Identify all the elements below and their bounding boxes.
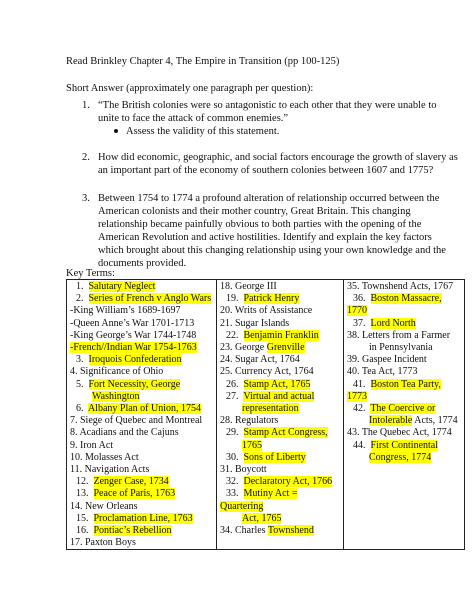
term-continuation-text: 1765 — [242, 439, 262, 451]
term-number: 12. — [76, 476, 94, 488]
key-term-item — [70, 488, 213, 500]
terms-column-3 — [344, 280, 465, 550]
term-number: 39. — [347, 354, 362, 366]
term-number: 43. — [347, 427, 362, 439]
key-term-item — [220, 305, 340, 317]
key-term-item — [220, 464, 340, 476]
term-text-tail: Grenville — [266, 342, 305, 354]
key-term-item — [347, 354, 461, 366]
term-continuation — [347, 415, 461, 427]
term-text: Charles — [235, 525, 268, 537]
term-text: The Quebec Act, 1774 — [361, 427, 452, 439]
term-continuation — [347, 342, 461, 354]
key-term-item — [220, 415, 340, 427]
term-number: 32. — [226, 476, 244, 488]
term-number: 40. — [347, 366, 362, 378]
term-number: 31. — [220, 464, 235, 476]
term-text: Sons of Liberty — [243, 451, 306, 463]
key-term-item — [220, 488, 340, 512]
term-text: Salutary Neglect — [88, 281, 156, 292]
term-number: 15. — [76, 512, 94, 524]
term-number: 42. — [353, 403, 371, 415]
term-number: 38. — [347, 329, 362, 341]
term-number: 44. — [353, 439, 371, 451]
key-term-item — [220, 379, 340, 391]
term-continuation-tail: Acts, 1774 — [412, 415, 458, 427]
term-text-tail: Townshend — [267, 525, 314, 537]
term-continuation-text: Washington — [92, 390, 140, 402]
key-term-item — [70, 476, 213, 488]
term-continuation-text: Congress, 1774 — [369, 451, 432, 463]
key-term-item — [70, 452, 213, 464]
term-continuation-text: in Pennsylvania — [369, 342, 433, 354]
term-number: 36. — [353, 293, 371, 305]
key-term-item — [220, 318, 340, 330]
term-number: 3. — [76, 354, 89, 366]
bullet-icon — [114, 129, 118, 133]
key-term-item — [220, 354, 340, 366]
term-number: 20. — [220, 305, 235, 317]
key-term-item — [220, 293, 340, 305]
term-text: Boston Tea Party, 1773 — [347, 378, 441, 402]
term-number: 35. — [347, 281, 362, 292]
term-text: Benjamin Franklin — [243, 329, 319, 341]
term-text: Currency Act, 1764 — [235, 366, 314, 378]
table-row — [67, 280, 465, 550]
term-continuation-text: Intolerable — [369, 415, 413, 427]
term-number: 21. — [220, 317, 235, 329]
key-terms-label: Key Terms: — [66, 268, 115, 279]
term-continuation-text: representation — [242, 403, 299, 415]
term-number: 41. — [353, 378, 371, 390]
key-term-item — [70, 293, 213, 305]
term-number: 23. — [220, 342, 235, 354]
key-term-item — [70, 403, 213, 415]
key-term-item — [70, 305, 213, 317]
term-text: Pontiac’s Rebellion — [93, 525, 172, 537]
key-term-item — [70, 513, 213, 525]
term-text: Patrick Henry — [243, 293, 300, 305]
term-number: 30. — [226, 451, 244, 463]
term-number: 27. — [226, 390, 244, 402]
term-continuation — [220, 403, 340, 415]
term-number: 5. — [76, 378, 89, 390]
term-continuation — [220, 440, 340, 452]
key-term-item — [220, 281, 340, 293]
term-text: Stamp Act, 1765 — [243, 378, 311, 390]
term-text: Acadians and the Cajuns — [79, 427, 179, 439]
term-number: 14. — [70, 500, 85, 512]
term-number: 7. — [70, 415, 80, 427]
bullet-text: Assess the validity of this statement. — [126, 126, 280, 137]
term-number: 11. — [70, 464, 85, 476]
key-term-item — [70, 440, 213, 452]
question-text: How did economic, geographic, and social factors encourage the growth of slavery as an important part of the economy of southern colonies between 1607 and 1775? — [98, 152, 458, 176]
question-bullet — [114, 125, 279, 138]
key-term-item — [70, 501, 213, 513]
question-number: 1. — [82, 100, 90, 111]
term-text: Navigation Acts — [84, 464, 150, 476]
term-number: 24. — [220, 354, 235, 366]
key-term-item — [220, 330, 340, 342]
term-text: -King William’s 1689-1697 — [70, 305, 181, 317]
term-text: Boston Massacre, 1770 — [347, 293, 442, 317]
term-number: 18. — [220, 281, 235, 292]
question-number: 3. — [82, 193, 90, 204]
key-term-item — [70, 525, 213, 537]
key-term-item — [347, 379, 461, 403]
term-text: Writs of Assistance — [234, 305, 313, 317]
term-text: Albany Plan of Union, 1754 — [87, 403, 201, 415]
term-text: Boycott — [235, 464, 267, 476]
term-number: 10. — [70, 451, 85, 463]
term-text: Paxton Boys — [85, 537, 136, 549]
key-term-item — [220, 452, 340, 464]
key-term-item — [70, 330, 213, 342]
term-text: The Coercive or — [370, 403, 436, 415]
term-text: Tea Act, 1773 — [361, 366, 418, 378]
key-term-item — [347, 403, 461, 415]
terms-column-1 — [67, 280, 217, 550]
term-number: 37. — [353, 317, 371, 329]
term-continuation — [220, 513, 340, 525]
key-terms-table — [66, 279, 465, 550]
question-number: 2. — [82, 152, 90, 163]
term-number: 16. — [76, 525, 94, 537]
term-continuation — [70, 391, 213, 403]
key-term-item — [347, 318, 461, 330]
terms-column-2 — [217, 280, 344, 550]
term-text: -King George’s War 1744-1748 — [70, 329, 197, 341]
key-term-item — [70, 342, 213, 354]
key-term-item — [220, 427, 340, 439]
key-term-item — [220, 476, 340, 488]
term-text: Molasses Act — [85, 451, 139, 463]
key-term-item — [70, 366, 213, 378]
term-number: 19. — [226, 293, 244, 305]
short-answer-heading: Short Answer (approximately one paragraph per question): — [66, 83, 314, 94]
key-term-item — [347, 281, 461, 293]
term-text: Iroquois Confederation — [88, 354, 182, 366]
key-term-item — [347, 293, 461, 317]
key-term-item — [70, 281, 213, 293]
term-continuation-text: Act, 1765 — [242, 512, 282, 524]
term-text: Gaspee Incident — [362, 354, 427, 366]
term-number: 28. — [220, 415, 235, 427]
key-term-item — [70, 318, 213, 330]
term-number: 1. — [76, 281, 89, 292]
key-term-item — [347, 440, 461, 452]
key-term-item — [70, 379, 213, 391]
term-text: Mutiny Act = Quartering — [220, 488, 298, 512]
term-text: Sugar Islands — [235, 317, 290, 329]
term-text: Fort Necessity, George — [88, 378, 181, 390]
term-text: Series of French v Anglo Wars — [88, 293, 212, 305]
term-text: Zenger Case, 1734 — [93, 476, 169, 488]
term-text: Peace of Paris, 1763 — [93, 488, 176, 500]
term-text: Significance of Ohio — [80, 366, 164, 378]
assignment-title: Read Brinkley Chapter 4, The Empire in Transition (pp 100-125) — [66, 56, 340, 67]
term-text: -French//Indian War 1754-1763 — [70, 342, 197, 354]
term-text: George — [235, 342, 267, 354]
key-term-item — [220, 391, 340, 403]
term-text: Proclamation Line, 1763 — [93, 512, 193, 524]
key-term-item — [70, 415, 213, 427]
term-text: Virtual and actual — [243, 390, 315, 402]
term-text: Regulators — [235, 415, 279, 427]
term-text: New Orleans — [85, 500, 138, 512]
key-term-item — [70, 464, 213, 476]
term-text: Stamp Act Congress, — [243, 427, 328, 439]
term-text: George III — [235, 281, 277, 292]
key-term-item — [347, 330, 461, 342]
term-number: 8. — [70, 427, 80, 439]
term-text: Lord North — [370, 317, 416, 329]
term-number: 17. — [70, 537, 85, 549]
key-term-item — [70, 537, 213, 549]
term-number: 33. — [226, 488, 244, 500]
key-term-item — [70, 427, 213, 439]
term-number: 9. — [70, 439, 80, 451]
term-number: 4. — [70, 366, 80, 378]
question-text: Between 1754 to 1774 a profound alteration of relationship occurred between the American colonists and their mother country, Great Britain. This changing relationship became painfully obvious to both parties with the opening of the American Revolution and active hostilities. Identify and explain the key factors which brought about this changing relationship using your own knowledge and the documents provided. — [98, 193, 446, 269]
term-text: First Continental — [370, 439, 438, 451]
question-text: “The British colonies were so antagonistic to each other that they were unable to unite to face the attack of common enemies.” — [98, 100, 437, 124]
term-number: 22. — [226, 329, 244, 341]
term-continuation — [347, 452, 461, 464]
term-number: 29. — [226, 427, 244, 439]
term-number: 6. — [76, 403, 88, 415]
key-term-item — [220, 342, 340, 354]
term-number: 34. — [220, 525, 235, 537]
key-term-item — [347, 427, 461, 439]
term-number: 2. — [76, 293, 89, 305]
term-text: Letters from a Farmer — [362, 329, 451, 341]
term-text: Townshend Acts, 1767 — [361, 281, 454, 292]
term-text: Sugar Act, 1764 — [235, 354, 300, 366]
term-number: 26. — [226, 378, 244, 390]
key-term-item — [220, 366, 340, 378]
term-text: -Queen Anne’s War 1701-1713 — [70, 317, 195, 329]
term-number: 25. — [220, 366, 235, 378]
term-number: 13. — [76, 488, 94, 500]
key-term-item — [220, 525, 340, 537]
term-text: Declaratory Act, 1766 — [243, 476, 333, 488]
term-text: Siege of Quebec and Montreal — [80, 415, 203, 427]
key-term-item — [347, 366, 461, 378]
term-text: Iron Act — [80, 439, 114, 451]
key-term-item — [70, 354, 213, 366]
